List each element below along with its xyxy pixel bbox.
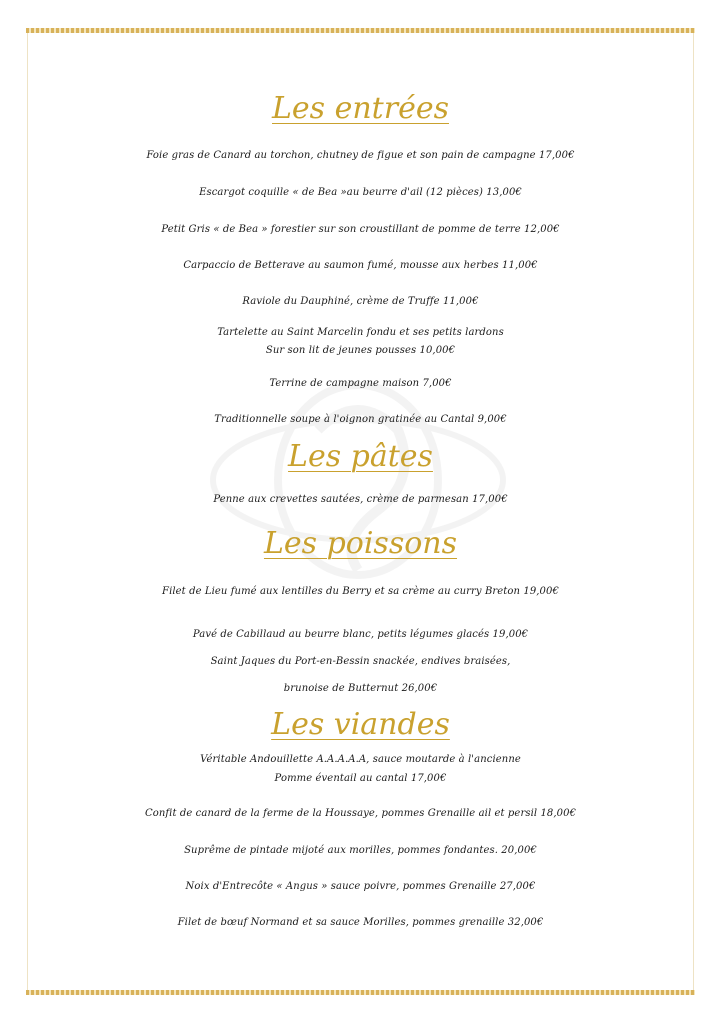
top-border (26, 28, 695, 33)
menu-item: Penne aux crevettes sautées, crème de parmesan 17,00€ (213, 494, 508, 505)
menu-item: Pomme éventail au cantal 17,00€ (274, 773, 447, 784)
menu-item: Tartelette au Saint Marcelin fondu et ses petits lardons (217, 327, 504, 338)
watermark-emblem (208, 360, 508, 600)
section-title-poissons: Les poissons (263, 526, 458, 561)
bottom-border (26, 990, 695, 995)
menu-item: Suprême de pintade mijoté aux morilles, pommes fondantes. 20,00€ (184, 845, 537, 856)
menu-item: Traditionnelle soupe à l'oignon gratinée au Cantal 9,00€ (214, 414, 507, 425)
menu-item: Petit Gris « de Bea » forestier sur son croustillant de pomme de terre 12,00€ (161, 224, 560, 235)
menu-item: brunoise de Butternut 26,00€ (283, 683, 438, 694)
menu-item: Sur son lit de jeunes pousses 10,00€ (265, 345, 456, 356)
menu-item: Noix d'Entrecôte « Angus » sauce poivre, pommes Grenaille 27,00€ (185, 881, 536, 892)
menu-item: Escargot coquille « de Bea »au beurre d'ail (12 pièces) 13,00€ (199, 187, 522, 198)
section-title-pates: Les pâtes (288, 439, 433, 474)
menu-item: Raviole du Dauphiné, crème de Truffe 11,00€ (242, 296, 479, 307)
section-title-viandes: Les viandes (271, 707, 450, 742)
menu-item: Confit de canard de la ferme de la Houssaye, pommes Grenaille ail et persil 18,00€ (144, 808, 577, 819)
menu-item: Terrine de campagne maison 7,00€ (269, 378, 452, 389)
menu-item: Pavé de Cabillaud au beurre blanc, petits légumes glacés 19,00€ (192, 629, 529, 640)
menu-item: Filet de bœuf Normand et sa sauce Morilles, pommes grenaille 32,00€ (177, 917, 544, 928)
menu-item: Carpaccio de Betterave au saumon fumé, mousse aux herbes 11,00€ (183, 260, 538, 271)
menu-item: Foie gras de Canard au torchon, chutney de figue et son pain de campagne 17,00€ (146, 150, 575, 161)
menu-item: Filet de Lieu fumé aux lentilles du Berry et sa crème au curry Breton 19,00€ (162, 586, 559, 597)
menu-item: Saint Jaques du Port-en-Bessin snackée, endives braisées, (210, 656, 511, 667)
menu-item: Véritable Andouillette A.A.A.A.A, sauce moutarde à l'ancienne (200, 754, 521, 765)
section-title-entrees: Les entrées (272, 91, 449, 126)
